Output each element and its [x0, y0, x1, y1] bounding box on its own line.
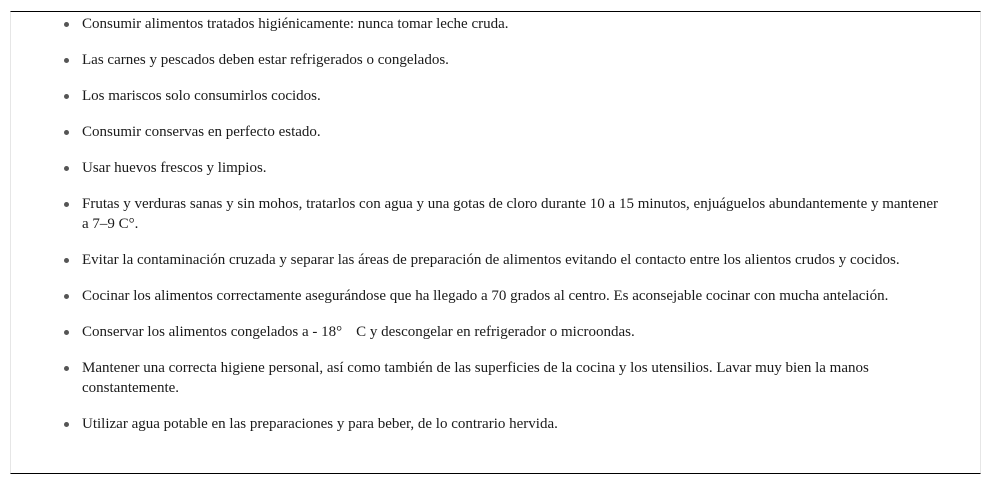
- list-item-text-a: Conservar los alimentos congelados a - 18°: [82, 324, 343, 340]
- list-item: [82, 414, 942, 434]
- list-item: [82, 158, 942, 178]
- bullet-icon: [64, 94, 69, 99]
- list-item-text: Usar huevos frescos y limpios.: [82, 160, 267, 176]
- bullet-icon: [64, 258, 69, 263]
- list-item: [82, 86, 942, 106]
- list-item-text-b: C y descongelar en refrigerador o microondas.: [356, 324, 635, 340]
- bullet-icon: [64, 366, 69, 371]
- bullet-icon: [64, 166, 69, 171]
- list-item: [82, 286, 942, 306]
- list-item-text: Consumir alimentos tratados higiénicamente: nunca tomar leche cruda.: [82, 16, 509, 32]
- bullet-icon: [64, 422, 69, 427]
- list-item-text: Las carnes y pescados deben estar refrigerados o congelados.: [82, 52, 449, 68]
- list-item-text: Frutas y verduras sanas y sin mohos, tratarlos con agua y una gotas de cloro durante 10 a 15 minutos, enjuáguelos abundantemente y mantener a 7–9 C°.: [82, 196, 939, 232]
- bullet-icon: [64, 330, 69, 335]
- list-item: [82, 322, 942, 342]
- bullet-icon: [64, 202, 69, 207]
- list-item: [82, 50, 942, 70]
- list-item-text: Consumir conservas en perfecto estado.: [82, 124, 321, 140]
- list-item: [82, 14, 942, 34]
- list-item-text: Mantener una correcta higiene personal, así como también de las superficies de la cocina y los utensilios. Lavar muy bien la manos constantemente.: [82, 360, 869, 396]
- list-item: [82, 122, 942, 142]
- list-item-text: Los mariscos solo consumirlos cocidos.: [82, 88, 321, 104]
- bullet-icon: [64, 58, 69, 63]
- list-item-text: Utilizar agua potable en las preparaciones y para beber, de lo contrario hervida.: [82, 416, 558, 432]
- list-item: [82, 250, 942, 270]
- bullet-icon: [64, 294, 69, 299]
- list-item-text: Evitar la contaminación cruzada y separar las áreas de preparación de alimentos evitando el contacto entre los alientos crudos y cocidos.: [82, 252, 900, 268]
- bullet-icon: [64, 22, 69, 27]
- list-item: [82, 358, 942, 398]
- content-box: [10, 11, 981, 474]
- list-item-text: Cocinar los alimentos correctamente asegurándose que ha llegado a 70 grados al centro. Es aconsejable cocinar con mucha antelación.: [82, 288, 889, 304]
- list-item: [82, 194, 942, 234]
- bullet-icon: [64, 130, 69, 135]
